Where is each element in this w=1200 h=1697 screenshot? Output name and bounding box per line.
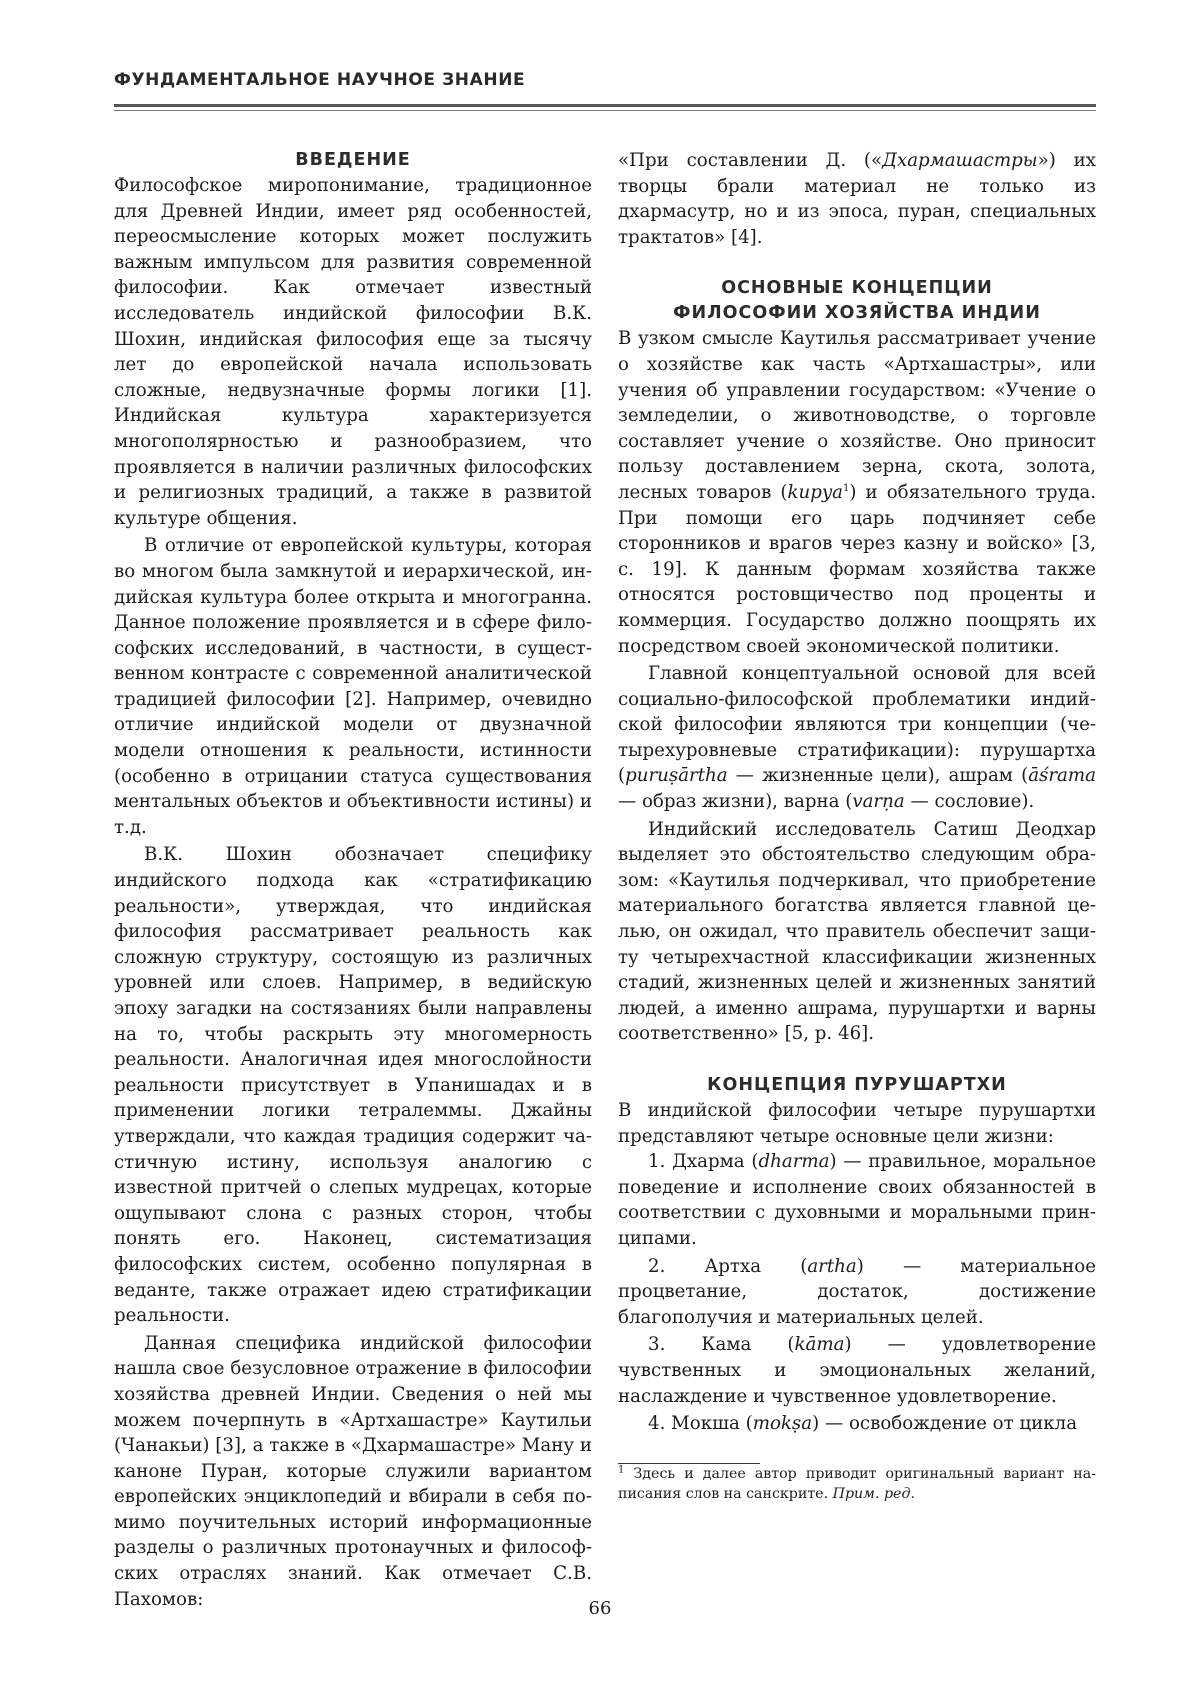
italic-term: āśrama [1028, 765, 1096, 787]
paragraph: В отличие от европейской культуры, которая во многом была замкнутой и иерархической, индийская культура более открыта и многогранна. Данное положение проявляется и в сфере философских исследований, в частности, в существенном контрасте с современной аналитической традицией философии [2]. Например, очевидно отличие индийской модели от двузначной модели отношения к реальности, истинности (особенно в отрицании статуса существования ментальных объектов и объективности истины) и т.д. [114, 535, 592, 838]
paragraph: Индийский исследователь Сатиш Деодхар выделяет это обстоятельство следующим образом: «Каутилья подчеркивал, что приобретение материального богатства является главной целью, он ожидал, что правитель обеспечит защиту четырехчастной классификации жизненных стадий, жизненных целей и жизненных занятий людей, а именно ашрама, пурушартхи и варны соответственно» [5, p. 46]. [618, 818, 1096, 1045]
text-run: В узком смысле Каутилья рассматривает учение о хозяйстве как часть «Артхашастры», или учения об управлении государством: «Учение о земледелии, о животноводстве, о торговле составляет учение о хозяйстве. Оно приносит пользу доставлением зерна, скота, золота, лесных товаров ( [618, 328, 1096, 503]
page-number: 66 [588, 1598, 612, 1619]
list-item [618, 1149, 1096, 1251]
italic-term: Дхармашастры [882, 150, 1038, 171]
text-run: ) — правильное, моральное поведение и исполнение своих обязанностей в соответствии с духовными и моральными принципами. [618, 1151, 1097, 1249]
list-item [618, 1254, 1096, 1331]
text-run: ) — материальное процветание, достаток, достижение благополучия и материальных целей. [618, 1255, 1096, 1328]
paragraph: Философское миропонимание, традиционное для Древней Индии, имеет ряд особенностей, переосмысление которых может послужить важным импульсом для развития современной философии. Как отмечает известный исследователь индийской философии В.К. Шохин, индийская философия еще за тысячу лет до европейской начала использовать сложные, недвузначные формы логики [1]. Индийская культура характеризуется многополярностью и разнообразием, что проявляется в наличии различных философских и религиозных традиций, а также в развитой культуре общения. [114, 175, 592, 529]
text-run: ) — освобождение от цикла [812, 1413, 1078, 1435]
paragraph [618, 148, 1096, 250]
heading-line: ФИЛОСОФИИ ХОЗЯЙСТВА ИНДИИ [673, 303, 1041, 324]
text-run: — образ жизни), варна ( [618, 791, 853, 813]
right-column [618, 148, 1096, 1504]
paragraph: В.К. Шохин обозначает специфику индийского подхода как «стратификацию реальности», утверждая, что индийская философия рассматривает реальность как сложную структуру, состоящую из различных уровней или слоев. Например, в ведийскую эпоху загадки на состязаниях были направлены на то, чтобы раскрыть эту многомерность реальности. Аналогичная идея многослойности реальности присутствует в Упанишадах и в применении логики тетралеммы. Джайны утверждали, что каждая традиция содержит частичную истину, используя аналогию с известной притчей о слепых мудрецах, которые ощупывают слона с разных сторон, чтобы понять его. Наконец, систематизация философских систем, особенно популярная в веданте, также отражает идею стратификации реальности. [114, 844, 592, 1327]
text-run: 3. Кама ( [648, 1334, 795, 1356]
section-heading-concepts [618, 276, 1096, 326]
text-run: — жизненные цели), ашрам ( [727, 765, 1029, 787]
text-run: «При составлении Д. (« [618, 150, 883, 171]
text-run: Главной концептуальной основой для всей социально-философской проблематики индийской философии являются три концепции (четырехуровневые стратификации): пурушартха ( [618, 663, 1096, 787]
footnote-text: Здесь и далее автор приводит оригинальный вариант написания слов на санскрите. [618, 1465, 1096, 1502]
italic-term: varṇa [852, 791, 905, 813]
paragraph: Данная специфика индийской философии нашла свое безусловное отражение в философии хозяйства древней Индии. Сведения о ней мы можем почерпнуть в «Артхашастре» Каутильи (Чанакьи) [3], а также в «Дхармашастре» Ману и каноне Пуран, которые служили вариантом европейских энциклопедий и вбирали в себя помимо поучительных историй информационные разделы о различных протонаучных и философских отраслях знаний. Как отмечает С.В. Пахомов: [114, 1332, 592, 1610]
heading-line: ОСНОВНЫЕ КОНЦЕПЦИИ [721, 278, 993, 299]
text-run: ») их творцы брали материал не только из дхармасутр, но и из эпоса, пуран, специальных трактатов» [4]. [618, 150, 1096, 248]
italic-term: dharma [758, 1151, 830, 1173]
paragraph [618, 326, 1096, 659]
list-item [618, 1411, 1096, 1437]
paragraph [618, 661, 1096, 815]
italic-term: mokṣa [752, 1413, 813, 1435]
footnote [618, 1464, 1096, 1504]
section-heading-purushartha: КОНЦЕПЦИЯ ПУРУШАРТХИ [707, 1075, 1007, 1095]
header-rule-thick [114, 104, 1096, 107]
left-column [114, 148, 592, 1612]
header-rule-thin [114, 110, 1096, 111]
italic-term: puruṣārtha [625, 765, 728, 787]
section-heading-introduction: ВВЕДЕНИЕ [295, 150, 411, 170]
footnote-editor-note: Прим. ред. [832, 1485, 915, 1502]
text-run: 4. Мокша ( [648, 1413, 753, 1435]
paragraph: В индийской философии четыре пурушартхи представляют четыре основные цели жизни: [618, 1100, 1096, 1147]
list-item [618, 1332, 1096, 1409]
text-run: 1. Дхарма ( [648, 1151, 759, 1173]
italic-term: artha [807, 1255, 857, 1277]
running-header: ФУНДАМЕНТАЛЬНОЕ НАУЧНОЕ ЗНАНИЕ [114, 70, 526, 90]
italic-term: kupya [787, 481, 844, 503]
text-run: ) и обязательного труда. При помощи его царь подчиняет себе сторонников и врагов через казну и войско» [3, с. 19]. К данным формам хозяйства также относятся ростовщичество под проценты и коммерция. Государство должно поощрять их посредством своей экономической политики. [618, 481, 1096, 657]
text-run: 2. Артха ( [648, 1255, 808, 1277]
footnote-number: 1 [618, 1463, 625, 1475]
italic-term: kāma [794, 1334, 845, 1356]
footnote-marker: 1 [843, 482, 850, 494]
text-run: — сословие). [904, 791, 1035, 813]
text-run: ) — удовлетворение чувственных и эмоциональных желаний, наслаждение и чувственное удовлетворение. [618, 1334, 1096, 1407]
